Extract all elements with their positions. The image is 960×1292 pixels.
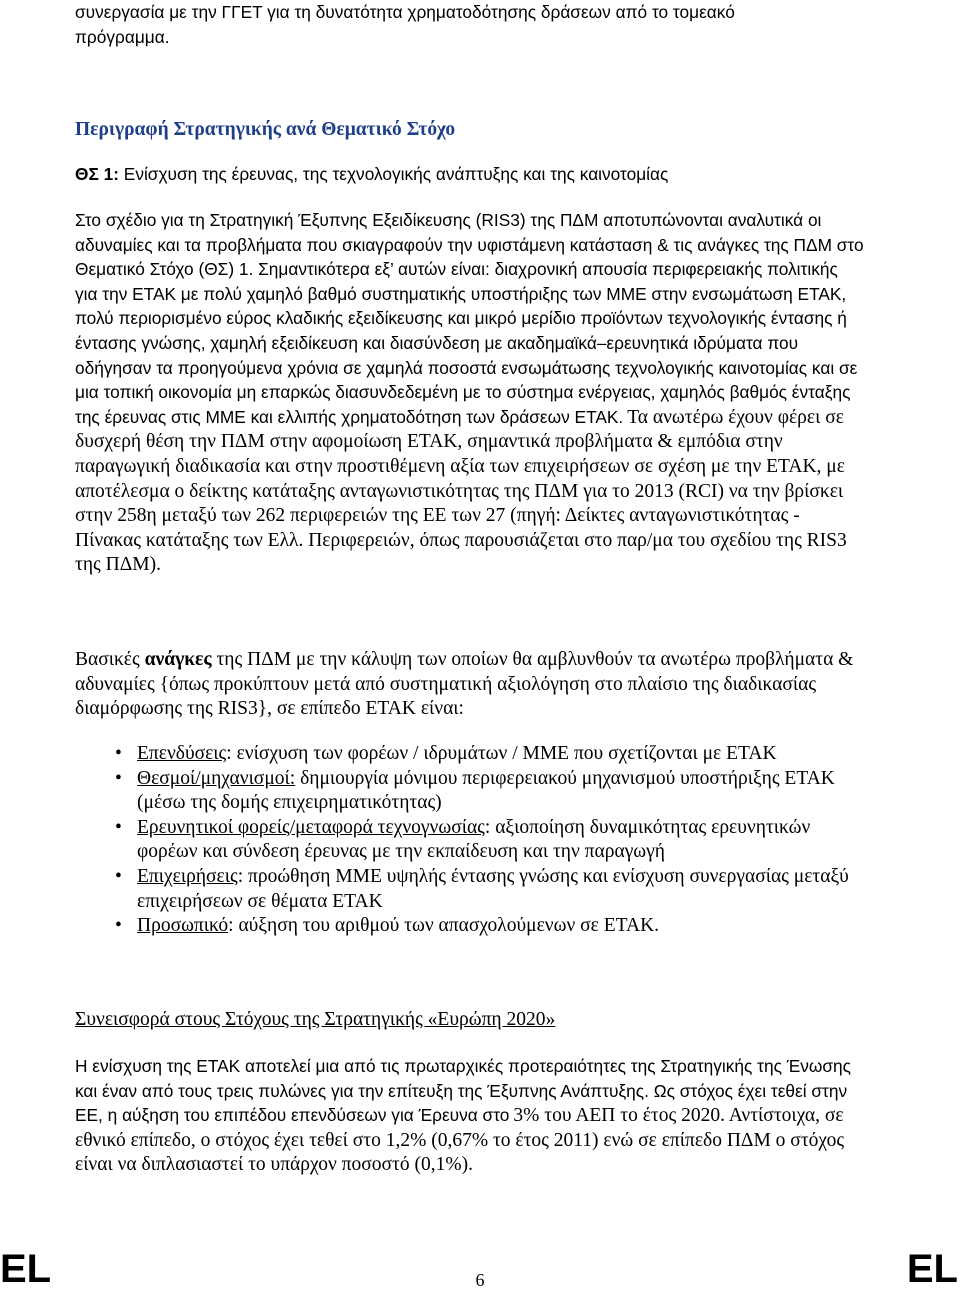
europe2020-text-sans: Η ενίσχυση της ΕΤΑΚ αποτελεί μια από τις πρωταρχικές προτεραιότητες της Στρατηγικής της Ένωσης και έναν από τους τρεις πυλώνες για την επίτευξη της Έξυπνης Ανάπτυξης. Ως στόχος έχει τεθεί στην ΕΕ, η αύξηση του επιπέδου επενδύσεων για Έρευνα στο (75, 1056, 852, 1126)
objective-code: ΘΣ 1: (75, 164, 119, 184)
list-item-text: δημιουργία μόνιμου περιφερειακού μηχανισμού υποστήριξης ΕΤΑΚ (μέσω της δομής επιχειρηματικότητας) (137, 767, 835, 814)
list-item-label: Θεσμοί/μηχανισμοί: (137, 767, 296, 789)
europe2020-paragraph (75, 1054, 865, 1178)
list-item-text: : αύξηση του αριθμού των απασχολούμενων σε ΕΤΑΚ. (228, 915, 660, 937)
europe2020-heading: Συνεισφορά στους Στόχους της Στρατηγικής «Ευρώπη 2020» (75, 1009, 556, 1030)
list-item (75, 816, 865, 865)
footer-language-mark-left: EL (0, 1247, 52, 1291)
intro-line-1: συνεργασία με την ΓΓΕΤ για τη δυνατότητα χρηματοδότησης δράσεων από το τομεακό (75, 2, 735, 22)
needs-after: της ΠΔΜ με την κάλυψη των οποίων θα αμβλυνθούν τα ανωτέρω προβλήματα & αδυναμίες {όπως προκύπτουν μετά από συστηματική αξιολόγηση στο πλαίσιο της διαδικασίας διαμόρφωσης της RIS3}, σε επίπεδο ΕΤΑΚ είναι: (75, 649, 854, 720)
europe2020-text-serif: 3% του ΑΕΠ το έτος 2020. Αντίστοιχα, σε εθνικό επίπεδο, ο στόχος έχει τεθεί στο 1,2% (0,67% το έτος 2011) ενώ σε επίπεδο ΠΔΜ ο στόχος είναι να διπλασιαστεί το υπάρχον ποσοστό (0,1%). (75, 1105, 845, 1176)
needs-bold-word: ανάγκες (144, 649, 212, 670)
list-item-label: Ερευνητικοί φορείς/μεταφορά τεχνογνωσίας (137, 816, 485, 838)
bullet-icon: • (115, 743, 122, 764)
list-item-label: Προσωπικό (137, 915, 229, 937)
page-number: 6 (475, 1270, 485, 1290)
list-item-label: Επενδύσεις (137, 743, 227, 764)
list-item-text: : προώθηση ΜΜΕ υψηλής έντασης γνώσης και ενίσχυση συνεργασίας μεταξύ επιχειρήσεων σε θέματα ΕΤΑΚ (137, 865, 849, 912)
list-item (75, 742, 865, 767)
bullet-icon: • (115, 816, 122, 838)
analysis-text-sans: Στο σχέδιο για τη Στρατηγική Έξυπνης Εξειδίκευσης (RIS3) της ΠΔΜ αποτυπώνονται αναλυτικά οι αδυναμίες και τα προβλήματα που σκιαγραφούν την υφιστάμενη κατάσταση & τις ανάγκες της ΠΔΜ στο Θεματικό Στόχο (ΘΣ) 1. Σημαντικότερα εξ’ αυτών είναι: διαχρονική απουσία περιφερειακής πολιτικής για την ΕΤΑΚ με πολύ χαμηλό βαθμό συστηματικής υποστήριξης των ΜΜΕ στην ενσωμάτωση ΕΤΑΚ, πολύ περιορισμένο εύρος κλαδικής εξειδίκευσης και μικρό μερίδιο προϊόντων τεχνολογικής έντασης ή έντασης γνώσης, χαμηλή εξειδίκευση και διασύνδεση με ακαδημαϊκά–ερευνητικά ιδρύματα που οδήγησαν τα προηγούμενα χρόνια σε χαμηλά ποσοστά ενσωμάτωσης τεχνολογικής καινοτομίας και σε μια τοπική οικονομία μη επαρκώς διασυνδεδεμένη με το σύστημα ενέργειας, χαμηλός βαθμός ένταξης της έρευνας στις ΜΜΕ και ελλιπής χρηματοδότηση των δράσεων ΕΤΑΚ. (75, 210, 864, 427)
bullet-icon: • (115, 767, 122, 789)
bullet-icon: • (115, 865, 122, 887)
intro-line-2: πρόγραμμα. (75, 26, 170, 47)
list-item-text: : ενίσχυση των φορέων / ιδρυμάτων / ΜΜΕ που σχετίζονται με ΕΤΑΚ (226, 743, 777, 764)
list-item-label: Επιχειρήσεις (137, 865, 238, 887)
list-item-text: : αξιοποίηση δυναμικότητας ερευνητικών φορέων και σύνδεση έρευνας με την εκπαίδευση και την παραγωγή (137, 816, 811, 863)
footer-language-mark-right: EL (906, 1247, 958, 1291)
bullet-icon: • (115, 915, 122, 937)
intro-paragraph (75, 0, 865, 50)
objective-line (75, 162, 865, 187)
list-item (75, 914, 865, 939)
objective-text: Ενίσχυση της έρευνας, της τεχνολογικής ανάπτυξης και της καινοτομίας (123, 164, 669, 184)
list-item (75, 865, 865, 914)
needs-paragraph (75, 648, 865, 722)
analysis-text-serif: Τα ανωτέρω έχουν φέρει σε δυσχερή θέση την ΠΔΜ στην αφομοίωση ΕΤΑΚ, σημαντικά προβλήματα & εμπόδια στην παραγωγική διαδικασία και στην προστιθέμενη αξία των επιχειρήσεων σε σχέση με την ΕΤΑΚ, με αποτέλεσμα ο δείκτης κατάταξης ανταγωνιστικότητας της ΠΔΜ για το 2013 (RCI) να την βρίσκει στην 258η μεταξύ των 262 περιφερειών της ΕΕ των 27 (πηγή: Δείκτες ανταγωνιστικότητας - Πίνακας κατάταξης των Ελλ. Περιφερειών, όπως παρουσιάζεται στο παρ/μα του σχεδίου της RIS3 της ΠΔΜ). (75, 406, 847, 576)
analysis-paragraph (75, 208, 865, 628)
needs-before: Βασικές (75, 649, 140, 670)
strategy-heading: Περιγραφή Στρατηγικής ανά Θεματικό Στόχο (75, 119, 456, 140)
list-item (75, 767, 865, 816)
needs-list (75, 742, 865, 939)
